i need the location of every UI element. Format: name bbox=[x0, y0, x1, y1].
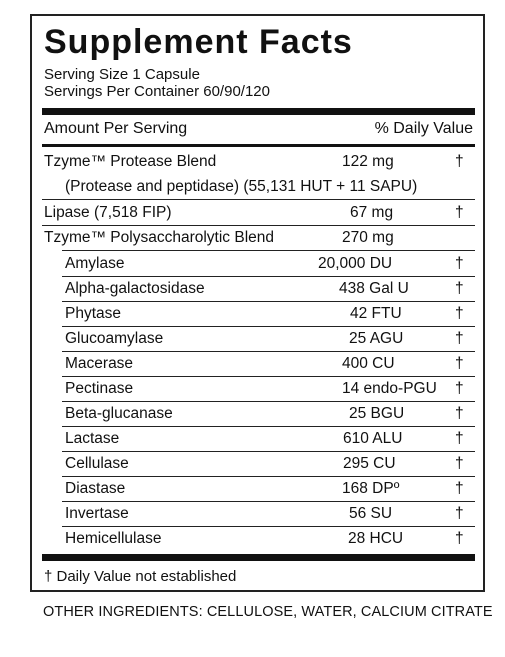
daily-value-dagger: † bbox=[455, 355, 464, 372]
ingredient-amount: 25 AGU bbox=[349, 330, 404, 347]
daily-value-dagger: † bbox=[455, 455, 464, 472]
ingredient-amount: 610 ALU bbox=[343, 430, 403, 447]
ingredient-name: Hemicellulase bbox=[65, 530, 162, 547]
ingredient-amount: 56 SU bbox=[349, 505, 393, 522]
ingredient-amount: 14 endo-PGU bbox=[342, 380, 437, 397]
row-divider bbox=[62, 426, 475, 427]
daily-value-dagger: † bbox=[455, 480, 464, 497]
row-divider bbox=[62, 476, 475, 477]
header-divider bbox=[42, 144, 475, 147]
ingredient-name: Macerase bbox=[65, 355, 134, 372]
column-header bbox=[44, 120, 473, 138]
row-divider bbox=[62, 501, 475, 502]
other-ingredients: OTHER INGREDIENTS: CELLULOSE, WATER, CALCIUM CITRATE bbox=[43, 604, 493, 620]
ingredient-amount: 168 DPº bbox=[342, 480, 400, 497]
daily-value-dagger: † bbox=[455, 255, 464, 272]
ingredient-name: Lactase bbox=[65, 430, 120, 447]
row-divider bbox=[62, 376, 475, 377]
row-divider bbox=[42, 199, 475, 200]
thick-divider bbox=[42, 108, 475, 115]
ingredient-name: Amylase bbox=[65, 255, 125, 272]
ingredient-amount: 400 CU bbox=[342, 355, 395, 372]
ingredient-amount: 20,000 DU bbox=[318, 255, 393, 272]
ingredient-name: Diastase bbox=[65, 480, 126, 497]
ingredient-name: Beta-glucanase bbox=[65, 405, 173, 422]
ingredient-name: Tzyme™ Protease Blend bbox=[44, 153, 217, 170]
servings-per-container: Servings Per Container 60/90/120 bbox=[44, 83, 270, 100]
ingredient-name: Phytase bbox=[65, 305, 122, 322]
ingredient-amount: 28 HCU bbox=[348, 530, 404, 547]
daily-value-dagger: † bbox=[455, 530, 464, 547]
row-divider bbox=[62, 301, 475, 302]
row-divider bbox=[62, 526, 475, 527]
row-divider bbox=[62, 351, 475, 352]
row-divider bbox=[42, 225, 475, 226]
row-divider bbox=[62, 276, 475, 277]
ingredient-name: Cellulase bbox=[65, 455, 129, 472]
row-divider bbox=[62, 451, 475, 452]
footnote: † Daily Value not established bbox=[44, 568, 237, 585]
daily-value-dagger: † bbox=[455, 330, 464, 347]
ingredient-name: Invertase bbox=[65, 505, 129, 522]
row-divider bbox=[62, 401, 475, 402]
serving-size: Serving Size 1 Capsule bbox=[44, 66, 200, 83]
daily-value-dagger: † bbox=[455, 280, 464, 297]
ingredient-amount: 67 mg bbox=[350, 204, 394, 221]
daily-value-dagger: † bbox=[455, 204, 464, 221]
daily-value-dagger: † bbox=[455, 430, 464, 447]
daily-value-dagger: † bbox=[455, 405, 464, 422]
ingredient-amount: 270 mg bbox=[342, 229, 394, 246]
ingredient-amount: 25 BGU bbox=[349, 405, 405, 422]
ingredient-amount: 122 mg bbox=[342, 153, 394, 170]
ingredient-amount: 295 CU bbox=[343, 455, 396, 472]
ingredient-name: Glucoamylase bbox=[65, 330, 164, 347]
daily-value-dagger: † bbox=[455, 380, 464, 397]
ingredient-name: Tzyme™ Polysaccharolytic Blend bbox=[44, 229, 274, 246]
ingredient-name: (Protease and peptidase) (55,131 HUT + 11 SAPU) bbox=[65, 178, 418, 195]
amount-per-serving-label: Amount Per Serving bbox=[44, 120, 188, 137]
ingredient-name: Alpha-galactosidase bbox=[65, 280, 205, 297]
ingredient-amount: 42 FTU bbox=[350, 305, 402, 322]
ingredient-amount: 438 Gal U bbox=[339, 280, 409, 297]
row-divider bbox=[62, 250, 475, 251]
panel-title: Supplement Facts bbox=[44, 23, 353, 61]
daily-value-dagger: † bbox=[455, 153, 464, 170]
bottom-thick-divider bbox=[42, 554, 475, 561]
daily-value-dagger: † bbox=[455, 305, 464, 322]
daily-value-dagger: † bbox=[455, 505, 464, 522]
ingredient-name: Lipase (7,518 FIP) bbox=[44, 204, 172, 221]
row-divider bbox=[62, 326, 475, 327]
daily-value-label: % Daily Value bbox=[374, 120, 473, 137]
ingredient-name: Pectinase bbox=[65, 380, 134, 397]
supplement-facts-panel bbox=[30, 14, 485, 592]
